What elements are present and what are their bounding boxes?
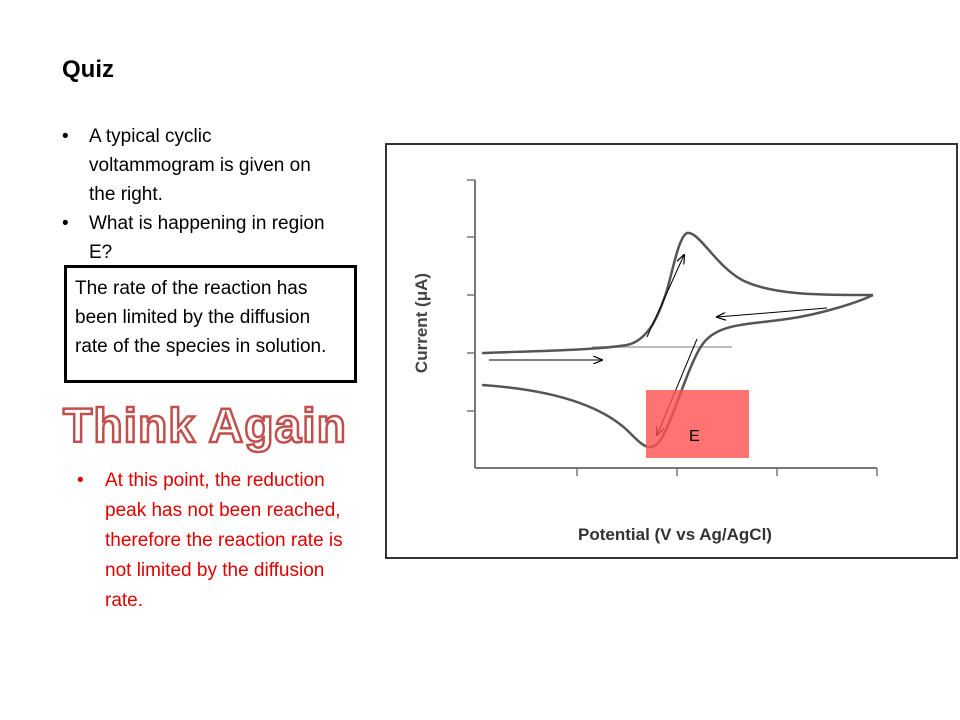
- y-axis-label: Current (μA): [412, 272, 431, 374]
- oxidation-arrow: [647, 255, 684, 337]
- bullet-item: [62, 122, 342, 209]
- x-axis-label: Potential (V vs Ag/AgCl): [578, 525, 772, 544]
- feedback-marker: •: [77, 470, 84, 491]
- bullet-item: [62, 209, 342, 267]
- bullet-text: What is happening in region E?: [89, 213, 325, 263]
- bullet-text: A typical cyclic voltammogram is given on the right.: [89, 126, 311, 205]
- x-ticks: [577, 468, 877, 476]
- y-ticks: [467, 180, 475, 411]
- feedback-bullets: [77, 466, 357, 616]
- slide-title: Quiz: [62, 56, 114, 83]
- answer-text: The rate of the reaction has been limited by the diffusion rate of the species in solution.: [75, 278, 327, 357]
- region-e-highlight: [646, 390, 749, 458]
- selected-answer-box[interactable]: [64, 265, 357, 383]
- voltammogram-diagram: [387, 145, 960, 561]
- region-e-label: E: [689, 428, 700, 445]
- feedback-text: At this point, the reduction peak has not been reached, therefore the reaction rate is not limited by the diffusion rate.: [105, 470, 343, 611]
- voltammogram-panel: [385, 143, 958, 559]
- bullet-marker: •: [62, 126, 69, 147]
- think-again-label: [62, 396, 362, 456]
- feedback-item: [77, 466, 357, 616]
- verdict-text: Think Again: [63, 400, 347, 453]
- question-bullets: [62, 122, 342, 267]
- bullet-marker: •: [62, 213, 69, 234]
